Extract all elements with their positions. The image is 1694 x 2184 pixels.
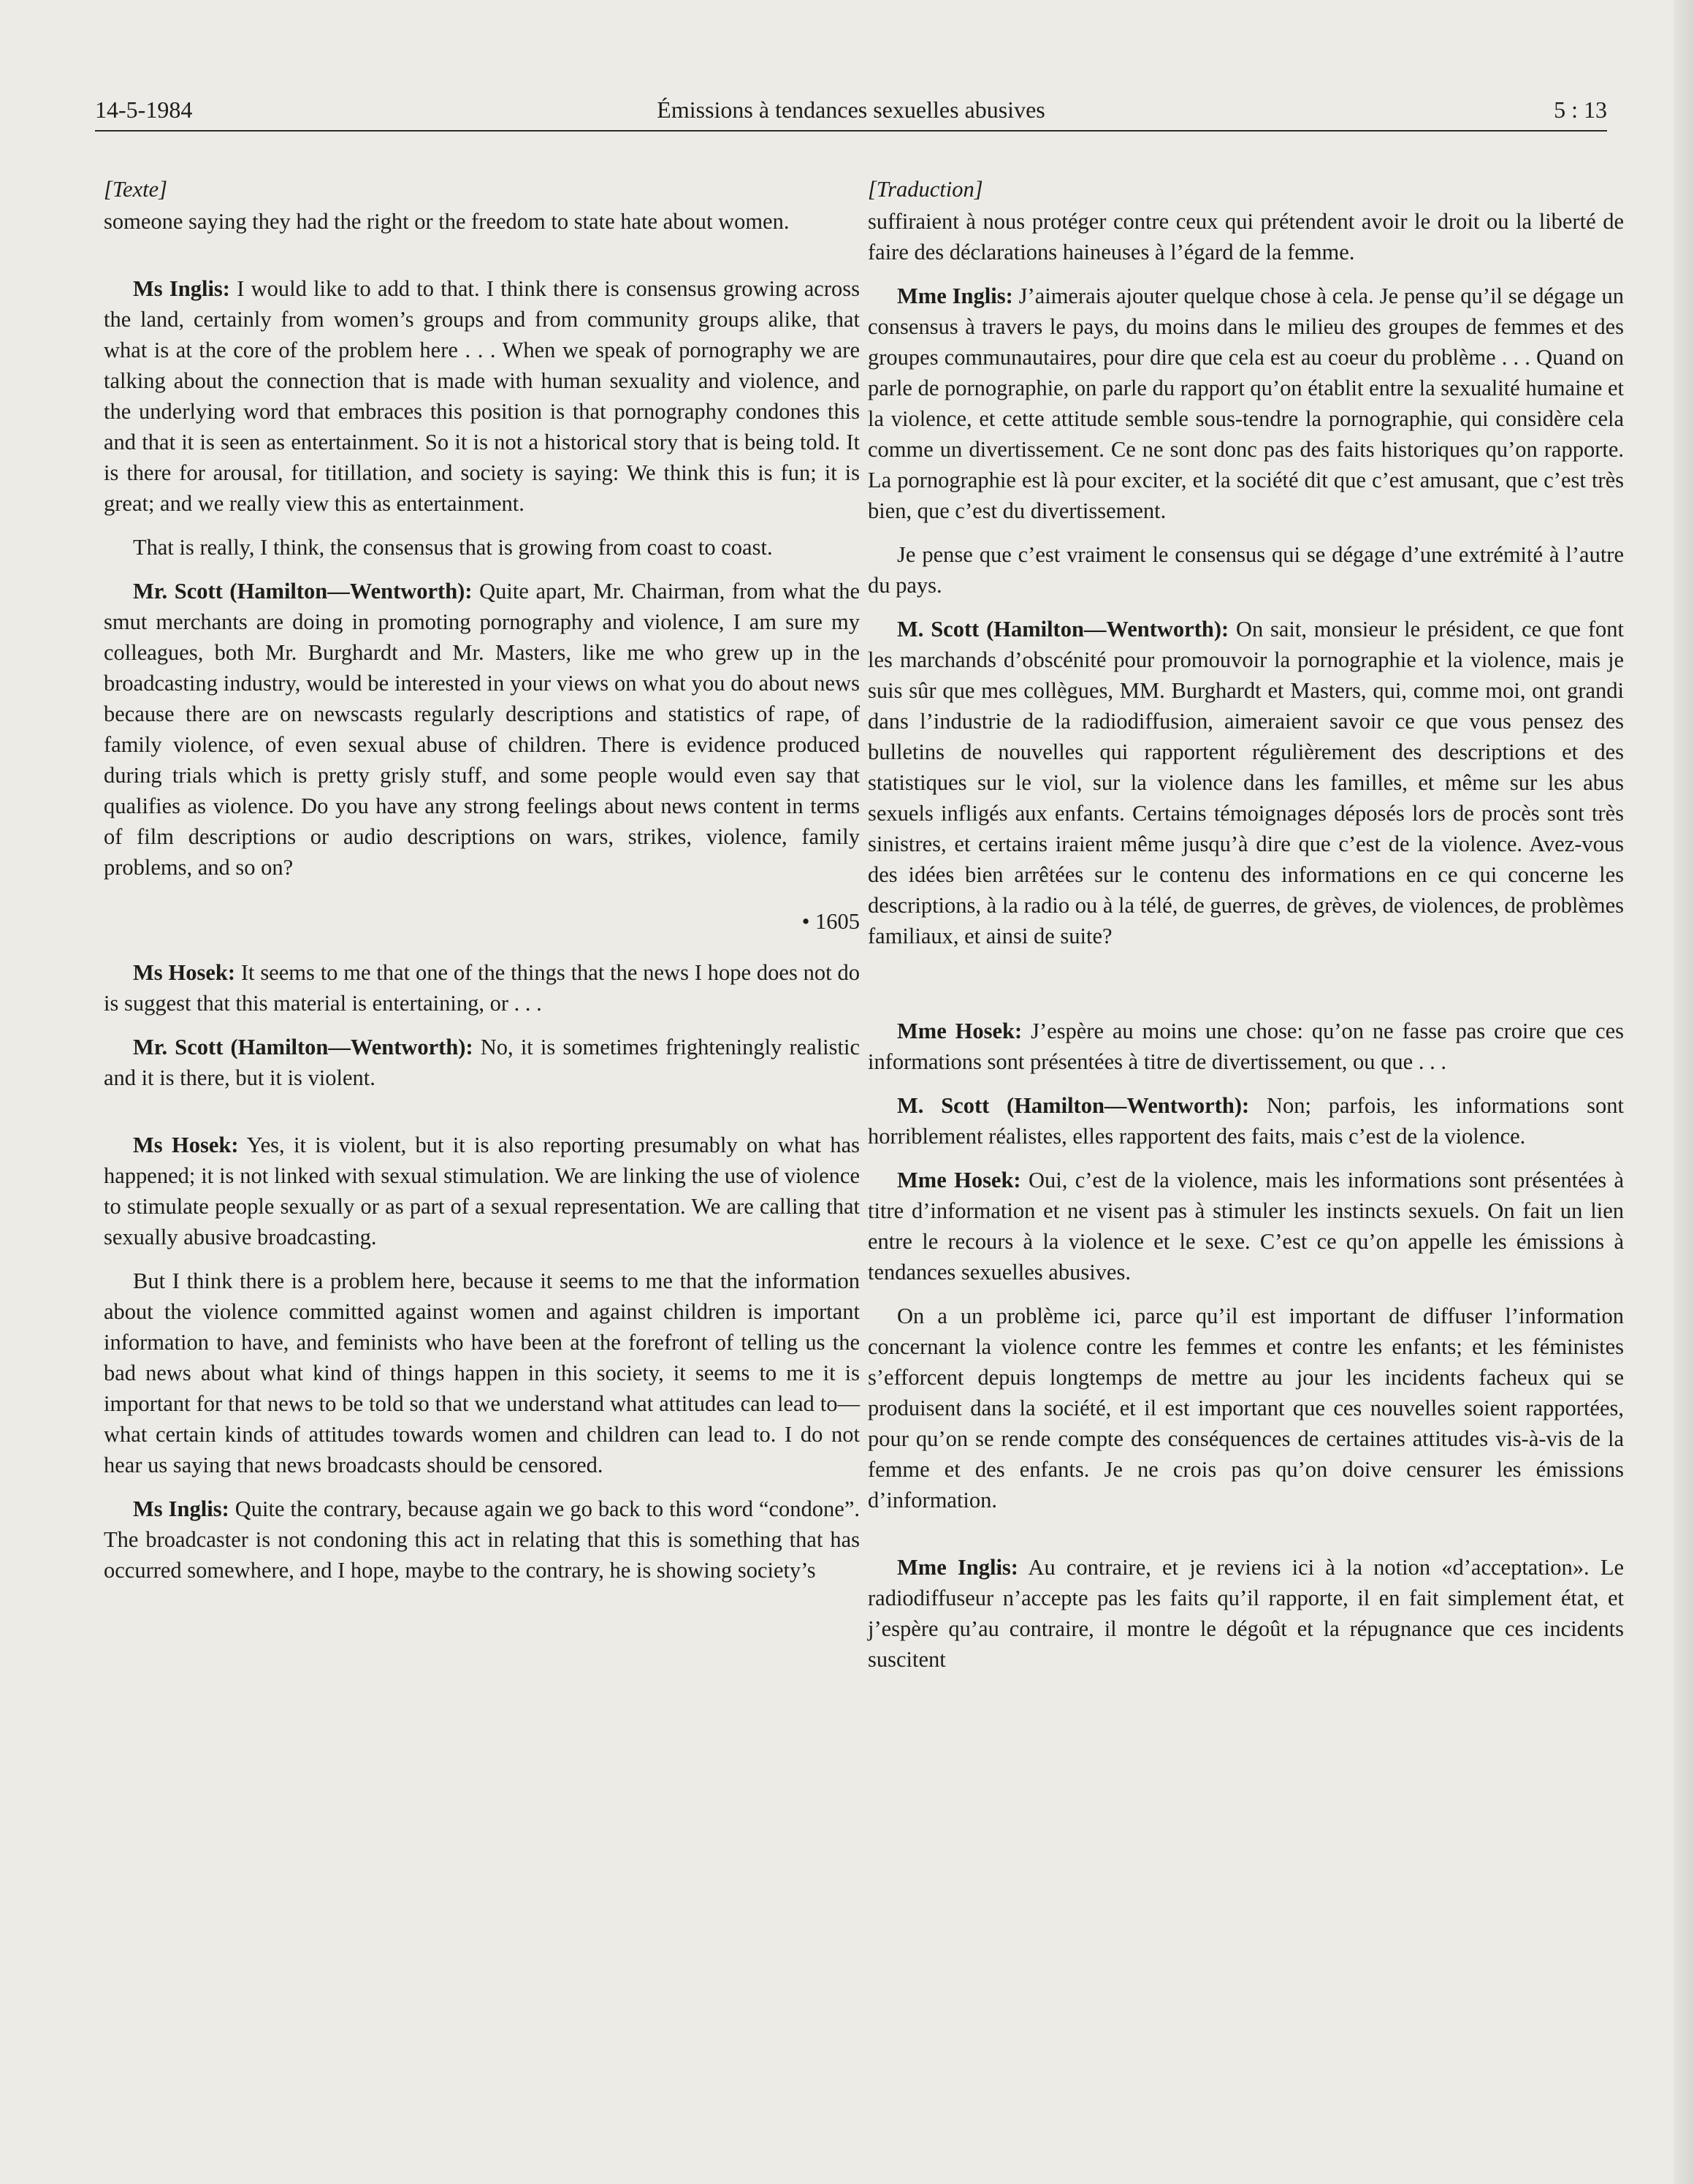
speaker-name: Ms Inglis:	[133, 276, 230, 301]
paragraph: suffiraient à nous protéger contre ceux qui prétendent avoir le droit ou la liberté de faire des déclarations haineuses à l’égard de la femme.	[868, 209, 1624, 265]
page-edge-shadow	[1674, 0, 1694, 2184]
speech-text: It seems to me that one of the things that the news I hope does not do is suggest that this material is entertaining, or . . .	[104, 960, 860, 1016]
paragraph: Je pense que c’est vraiment le consensus qui se dégage d’une extrémité à l’autre du pays.	[868, 542, 1624, 598]
paragraph	[868, 614, 1624, 951]
speaker-name: Ms Hosek:	[133, 1133, 239, 1157]
paragraph	[104, 1494, 860, 1586]
paragraph	[868, 1016, 1624, 1077]
speech-text: Oui, c’est de la violence, mais les informations sont présentées à titre d’information et ne visent pas à stimuler les instincts sexuels. On fait un lien entre le recours à la violence et le sexe. C’est ce qu’on appelle les émissions à tendances sexuelles abusives.	[868, 1168, 1624, 1285]
paragraph	[104, 1032, 860, 1093]
paragraph	[868, 1090, 1624, 1152]
paragraph: That is really, I think, the consensus that is growing from coast to coast.	[133, 535, 773, 560]
speech-text: Quite the contrary, because again we go back to this word “condone”. The broadcaster is not condoning this act in relating that this is something that has occurred somewhere, and I hope, maybe to the contrary, he is showing society’s	[104, 1496, 861, 1583]
paragraph	[104, 957, 860, 1019]
speech-text: Yes, it is violent, but it is also reporting presumably on what has happened; it is not linked with sexual stimulation. We are linking the use of violence to stimulate people sexually or as part of a sexual representation. We are calling that sexually abusive broadcasting.	[104, 1133, 860, 1249]
speaker-name: Mme Inglis:	[897, 1555, 1018, 1580]
paragraph: On a un problème ici, parce qu’il est important de diffuser l’information concernant la violence contre les femmes et contre les enfants; et les féministes s’efforcent depuis longtemps de mettre au jour les incidents facheux qui se produisent dans la société, et il est important que ces nouvelles soient rapportées, pour qu’on se rende compte des conséquences de certaines attitudes vis-à-vis de la femme et des enfants. Je ne crois pas qu’on doive censurer les émissions d’information.	[868, 1304, 1624, 1513]
speaker-name: Mr. Scott (Hamilton—Wentworth):	[133, 579, 473, 604]
paragraph: But I think there is a problem here, because it seems to me that the information about the violence committed against women and against children is important information to have, and feminists who have been at the forefront of telling us the bad news about what kind of things happen in this society, it seems to me it is important for that news to be told so that we understand what attitudes can lead to—what certain kinds of attitudes towards women and children can lead to. I do not hear us saying that news broadcasts should be censored.	[104, 1268, 860, 1477]
speech-text: Au contraire, et je reviens ici à la notion «d’acceptation». Le radiodiffuseur n’accepte pas les faits qu’il rapporte, il en fait simplement état, et j’espère qu’au contraire, il montre le dégoût et la répugnance que ces incidents suscitent	[868, 1555, 1624, 1672]
header-page-number: 5 : 13	[1554, 96, 1607, 123]
paragraph	[868, 1552, 1624, 1675]
speech-text: No, it is sometimes frighteningly realistic and it is there, but it is violent.	[104, 1035, 860, 1090]
speech-text: Quite apart, Mr. Chairman, from what the smut merchants are doing in promoting pornography and violence, I am sure my colleagues, both Mr. Burghardt and Mr. Masters, like me who grew up in the broadcasting industry, would be interested in your views on what you do about news because there are on newscasts regularly descriptions and statistics of rape, of family violence, of even sexual abuse of children. There is evidence produced during trials which is pretty grisly stuff, and some people would even say that qualifies as violence. Do you have any strong feelings about news content in terms of film descriptions or audio descriptions on wars, strikes, violence, family problems, and so on?	[104, 579, 860, 880]
speaker-name: M. Scott (Hamilton—Wentworth):	[897, 617, 1229, 642]
header-date: 14-5-1984	[95, 96, 193, 123]
column-label-traduction: [Traduction]	[868, 177, 983, 202]
speech-text: I would like to add to that. I think there is consensus growing across the land, certainly from women’s groups and from community groups alike, that what is at the core of the problem here . . . When we speak of pornography we are talking about the connection that is made with human sexuality and violence, and the underlying word that embraces this position is that pornography condones this and that it is seen as entertainment. So it is not a historical story that is being told. It is there for arousal, for titillation, and society is saying: We think this is fun; it is great; and we really view this as entertainment.	[104, 276, 860, 516]
paragraph	[868, 281, 1624, 526]
speaker-name: M. Scott (Hamilton—Wentworth):	[897, 1093, 1250, 1118]
speaker-name: Mr. Scott (Hamilton—Wentworth):	[133, 1035, 473, 1059]
speech-text: On sait, monsieur le président, ce que font les marchands d’obscénité pour promouvoir la pornographie et la violence, mais je suis sûr que mes collègues, MM. Burghardt et Masters, qui, comme moi, ont grandi dans l’industrie de la radiodiffusion, aimeraient savoir ce que vous pensez des bulletins de nouvelles qui rapportent régulièrement des descriptions et des statistiques sur le viol, sur la violence dans les familles, et même sur les abus sexuels infligés aux enfants. Certains témoignages déposés lors de procès sont très sinistres, et certains iraient même jusqu’à dire que c’est de la violence. Avez-vous des idées bien arrêtées sur le contenu des informations en ce qui concerne les descriptions, à la radio ou à la télé, de guerres, de grèves, de violences, de problèmes familiaux, et ainsi de suite?	[868, 617, 1624, 948]
paragraph	[868, 1165, 1624, 1287]
speaker-name: Mme Inglis:	[897, 284, 1013, 308]
column-label-texte: [Texte]	[104, 177, 167, 202]
speaker-name: Mme Hosek:	[897, 1019, 1023, 1043]
paragraph: someone saying they had the right or the freedom to state hate about women.	[104, 209, 790, 234]
speech-text: Non; parfois, les informations sont horriblement réalistes, elles rapportent des faits, mais c’est de la violence.	[868, 1093, 1624, 1149]
time-marker: • 1605	[801, 909, 860, 934]
speech-text: J’aimerais ajouter quelque chose à cela. Je pense qu’il se dégage un consensus à travers le pays, du moins dans le milieu des groupes de femmes et des groupes communautaires, pour dire que cela est au coeur du problème . . . Quand on parle de pornographie, on parle du rapport qu’on établit entre la sexualité humaine et la violence, et cette attitude semble sous-tendre la pornographie, qui considère cela comme un divertissement. Ce ne sont donc pas des faits historiques qu’on rapporte. La pornographie est là pour exciter, et la société dit que c’est amusant, que c’est très bien, que c’est du divertissement.	[868, 284, 1624, 523]
page-header	[95, 94, 1607, 132]
speaker-name: Ms Hosek:	[133, 960, 235, 985]
speaker-name: Ms Inglis:	[133, 1496, 229, 1521]
paragraph	[104, 273, 860, 519]
french-column	[868, 174, 1624, 1675]
paragraph	[104, 576, 860, 883]
paragraph	[104, 1130, 860, 1252]
speech-text: J’espère au moins une chose: qu’on ne fasse pas croire que ces informations sont présentées à titre de divertissement, ou que . . .	[868, 1019, 1625, 1074]
speaker-name: Mme Hosek:	[897, 1168, 1021, 1192]
header-title: Émissions à tendances sexuelles abusives	[657, 96, 1045, 123]
english-column	[104, 174, 860, 1586]
